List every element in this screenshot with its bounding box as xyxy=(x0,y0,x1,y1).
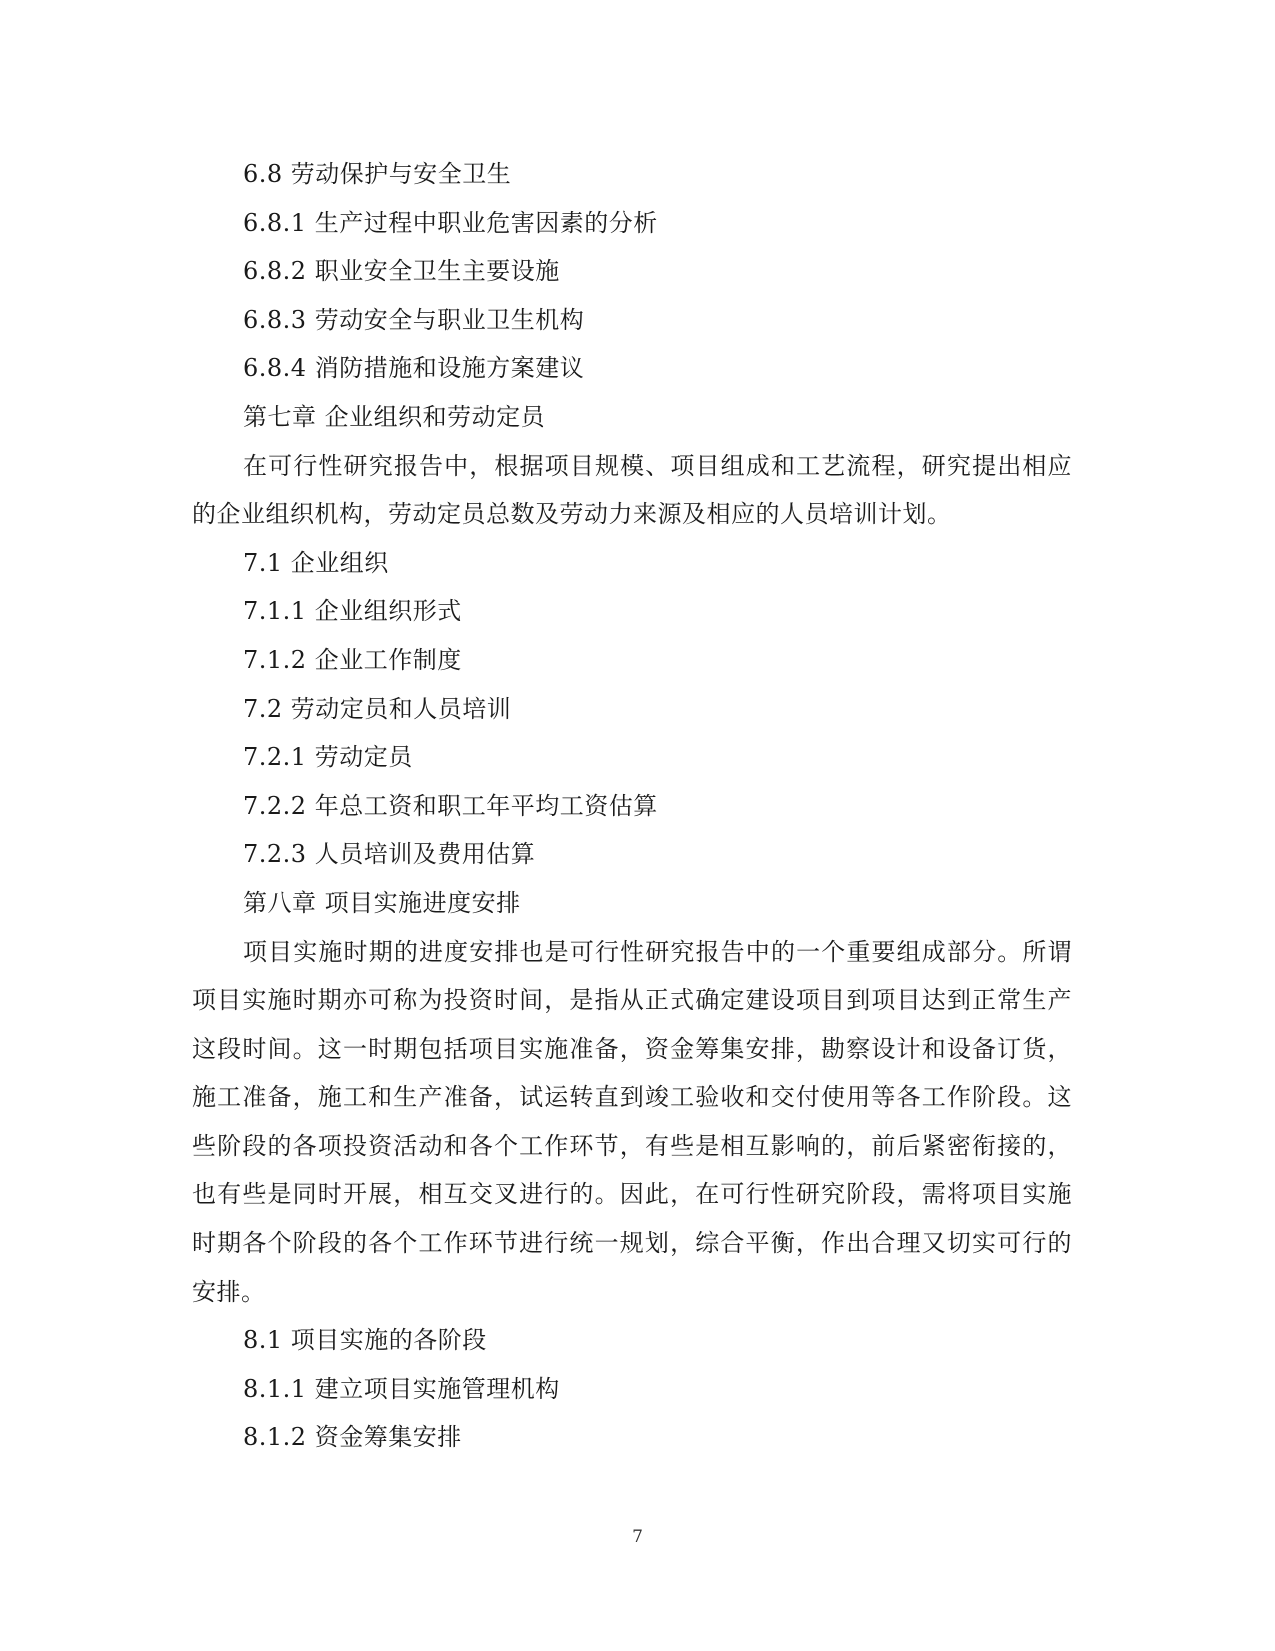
document-body xyxy=(192,150,1072,1462)
heading-7-2-1: 7.2.1 劳动定员 xyxy=(243,743,413,772)
heading-8-1: 8.1 项目实施的各阶段 xyxy=(243,1326,487,1355)
heading-6-8: 6.8 劳动保护与安全卫生 xyxy=(243,160,512,188)
heading-7-2-3: 7.2.3 人员培训及费用估算 xyxy=(243,840,536,869)
heading-6-8-1: 6.8.1 生产过程中职业危害因素的分析 xyxy=(243,208,658,237)
heading-7-1-2: 7.1.2 企业工作制度 xyxy=(243,645,462,674)
chapter-7-paragraph: 在可行性研究报告中，根据项目规模、项目组成和工艺流程，研究提出相应的企业组织机构，劳动定员总数及劳动力来源及相应的人员培训计划。 xyxy=(192,451,1072,529)
heading-7-1-1: 7.1.1 企业组织形式 xyxy=(243,597,462,626)
heading-8-1-2: 8.1.2 资金筹集安排 xyxy=(243,1423,462,1452)
heading-6-8-3: 6.8.3 劳动安全与职业卫生机构 xyxy=(243,305,585,334)
heading-7-2-2: 7.2.2 年总工资和职工年平均工资估算 xyxy=(243,791,658,820)
chapter-8-title: 第八章 项目实施进度安排 xyxy=(243,888,521,917)
heading-7-2: 7.2 劳动定员和人员培训 xyxy=(243,694,512,723)
heading-6-8-4: 6.8.4 消防措施和设施方案建议 xyxy=(243,354,585,383)
heading-6-8-2: 6.8.2 职业安全卫生主要设施 xyxy=(243,257,560,286)
heading-7-1: 7.1 企业组织 xyxy=(243,548,389,577)
heading-8-1-1: 8.1.1 建立项目实施管理机构 xyxy=(243,1374,560,1403)
page-number: 7 xyxy=(632,1527,643,1547)
chapter-8-paragraph: 项目实施时期的进度安排也是可行性研究报告中的一个重要组成部分。所谓项目实施时期亦可称为投资时间，是指从正式确定建设项目到项目达到正常生产这段时间。这一时期包括项目实施准备，资金筹集安排，勘察设计和设备订货，施工准备，施工和生产准备，试运转直到竣工验收和交付使用等各工作阶段。这些阶段的各项投资活动和各个工作环节，有些是相互影响的，前后紧密衔接的，也有些是同时开展，相互交叉进行的。因此，在可行性研究阶段，需将项目实施时期各个阶段的各个工作环节进行统一规划，综合平衡，作出合理又切实可行的安排。 xyxy=(192,937,1072,1306)
chapter-7-title: 第七章 企业组织和劳动定员 xyxy=(243,402,546,431)
